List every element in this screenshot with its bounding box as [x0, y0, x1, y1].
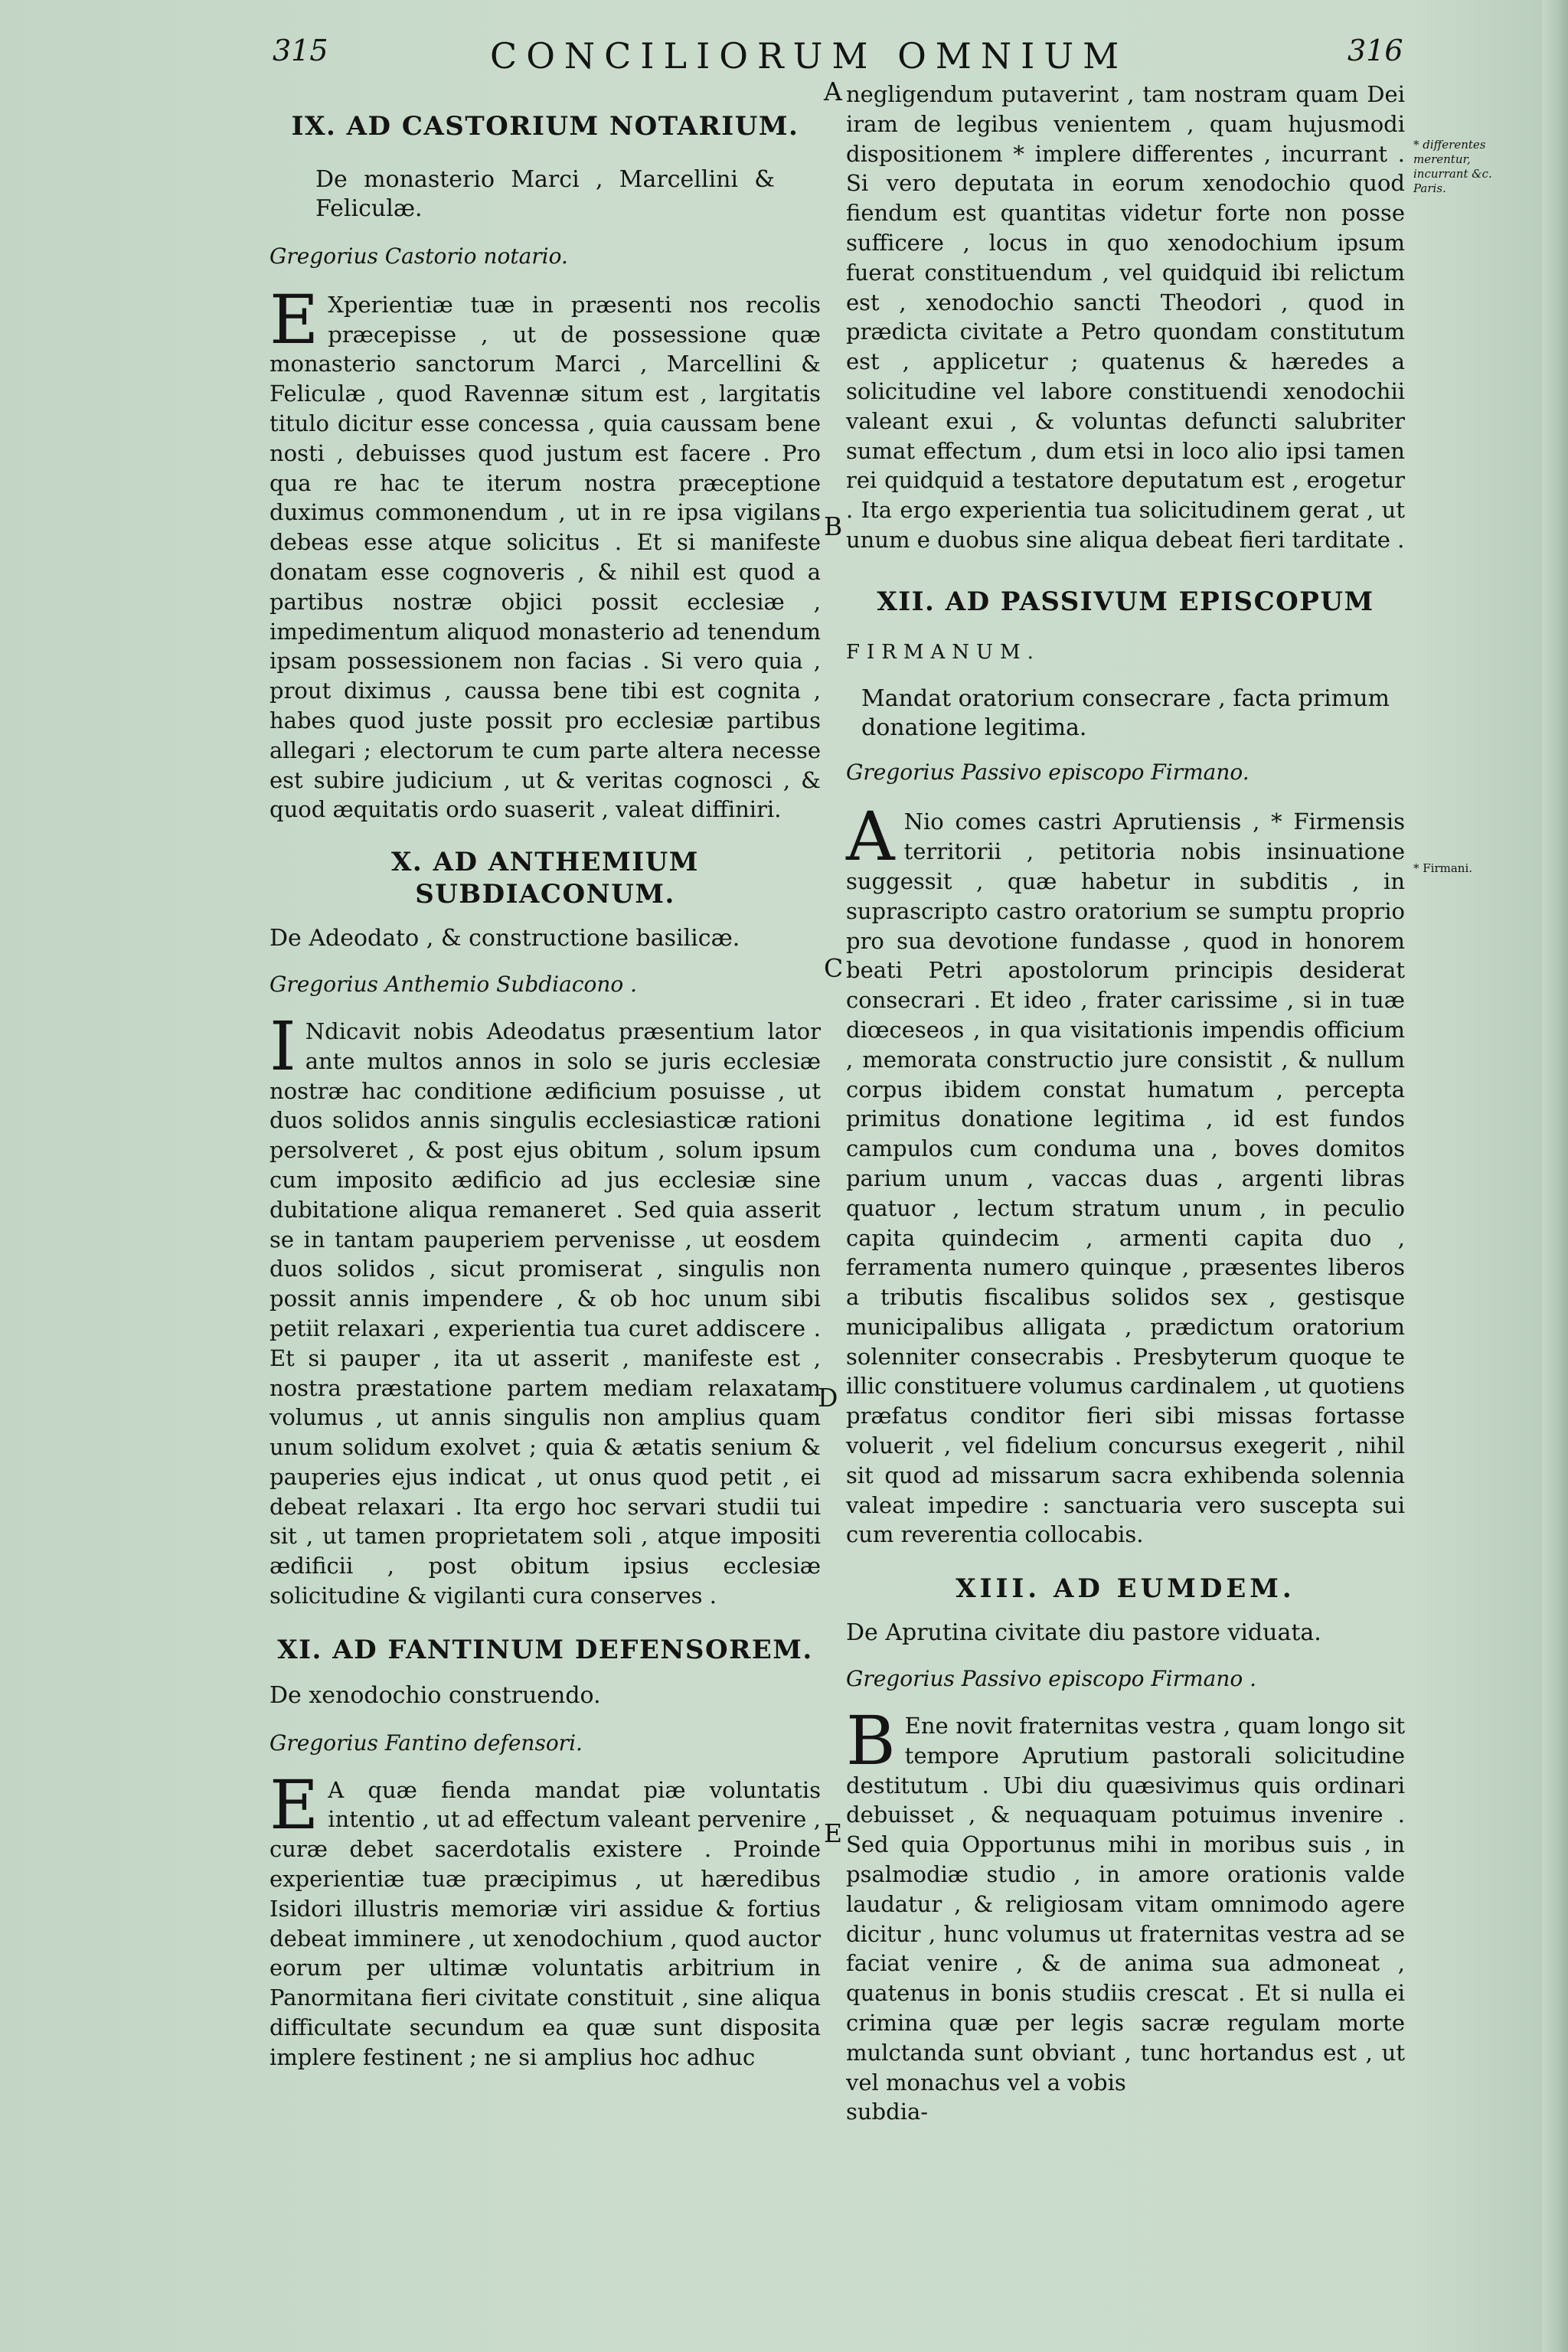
section-subject: De monasterio Marci , Marcellini & Feliculæ.	[315, 166, 775, 222]
drop-cap: B	[846, 1701, 896, 1781]
body-text: Ndicavit nobis Adeodatus præsentium lator ante multos annos in solo se juris ecclesiæ nostræ hac conditione ædificium posuisse , ut duos solidos annis singulis ecclesiasticæ rationi persolveret , & post ejus obitum , solum ipsum cum imposito ædificio ad jus ecclesiæ sine dubitatione aliqua remaneret . Sed quia asserit se in tantam pauperiem pervenisse , ut eosdem duos solidos , sicut promiserat , singulis non possit annis impendere , & ob hoc unum sibi petiit relaxari , experientia tua curet addiscere . Et si pauper , ita ut asserit , manifeste est , nostra præstatione partem mediam relaxatam volumus , ut annis singulis non amplius quam unum solidum exolvet ; quia & ætatis senium & pauperies ejus indicat , ut onus quod petit , ei debeat relaxari . Ita ergo hoc servari studii tui sit , ut tamen proprietatem soli , atque impositi ædificii , post obitum ipsius ecclesiæ solicitudine & vigilanti cura conserves .	[270, 1018, 821, 1609]
section-subject: De Aprutina civitate diu pastore viduata.	[846, 1619, 1321, 1647]
letter-body	[270, 1006, 821, 1611]
drop-cap: A	[846, 797, 895, 877]
body-text: Ene novit fraternitas vestra , quam longo sit tempore Aprutium pastorali solicitudine destitutum . Ubi diu quæsivimus quis ordinari debuisset , & nequaquam potuimus invenire . Sed quia Opportunus mihi in moribus suis , in psalmodiæ studio , in amore orationis valde laudatur , & religiosam vitam omnimodo agere dicitur , hunc volumus ut fraternitas vestra ad se faciat venire , & de anima sua admoneat , quatenus in bonis studiis crescat . Et si nulla ei crimina quæ per legis sacræ regulam morte mulctanda sunt obviant , tunc hortandus est , ut vel monachus vel a vobis	[846, 1713, 1405, 2096]
salutation: Gregorius Passivo episcopo Firmano.	[846, 759, 1250, 785]
body-text: Xperientiæ tuæ in præsenti nos recolis præcepisse , ut de possessione quæ monasterio sanctorum Marci , Marcellini & Feliculæ , quod Ravennæ situm est , largitatis titulo dicitur esse concessa , quia caussam bene nosti , debuisses quod justum est facere . Pro qua re hac te iterum nostra præceptione duximus commonendum , ut in re ipsa vigilans debeas esse atque solicitus . Et si manifeste donatam esse cognoveris , & nihil est quod a partibus nostræ objici possit ecclesiæ , impedimentum aliquod monasterio ad tenendum ipsam possessionem non facias . Si vero quia , prout diximus , caussa bene tibi est cognita , habes quod juste possit pro ecclesiæ partibus allegari ; electorum te cum parte altera necesse est subire judicium , ut & veritas cognosci , & quod æquitatis ordo suaserit , valeat diffiniri.	[270, 291, 821, 823]
section-subject: De Adeodato , & constructione basilicæ.	[270, 925, 740, 952]
section-marker-a: A	[824, 77, 842, 106]
salutation: Gregorius Fantino defensori.	[270, 1730, 583, 1756]
section-title-line2: FIRMANUM.	[846, 640, 1040, 664]
body-text: A quæ fienda mandat piæ voluntatis intentio , ut ad effectum valeant pervenire , curæ debet sacerdotalis existere . Proinde experientiæ tuæ præcipimus , ut hæredibus Isidori illustris memoriæ viri assidue & fortius debeat imminere , ut xenodochium , quod auctor eorum per ultimæ voluntatis arbitrium in Panormitana fieri civitate constituit , sine aliqua difficultate secundum ea quæ sunt disposita implere festinent ; ne si amplius hoc adhuc	[270, 1776, 821, 2070]
drop-cap: E	[270, 279, 319, 359]
letter-body	[846, 797, 1405, 1550]
margin-note-firmani: * Firmani.	[1413, 861, 1473, 875]
section-title: XI. AD FANTINUM DEFENSOREM.	[277, 1634, 813, 1665]
right-column	[846, 81, 1405, 2127]
section-marker-b: B	[824, 511, 843, 541]
section-title: XIII. AD EUMDEM.	[956, 1573, 1295, 1605]
letter-body	[270, 1765, 821, 2073]
letter-x	[270, 846, 821, 1611]
letter-ix	[270, 110, 821, 825]
section-marker-d: D	[818, 1383, 838, 1413]
section-subject: De xenodochio construendo.	[270, 1681, 601, 1709]
margin-note-variant: * differentes merentur, incurrant &c. Paris.	[1413, 138, 1492, 195]
drop-cap: I	[270, 1006, 296, 1086]
section-title: IX. AD CASTORIUM NOTARIUM.	[291, 111, 799, 142]
drop-cap: E	[270, 1765, 319, 1844]
left-column	[270, 107, 821, 2073]
page-number-right: 316	[1348, 34, 1403, 67]
letter-continuation: negligendum putaverint , tam nostram quam Dei iram de legibus venientem , quam hujusmodi dispositionem * implere differentes , incurrant . Si vero deputata in eorum xenodochio quod fiendum est quantitas videtur forte non posse sufficere , locus in quo xenodochium ipsum fuerat constituendum , vel quidquid ibi relictum est , xenodochio sancti Theodori , quod in prædicta civitate a Petro quondam constitutum est , applicetur ; quatenus & hæredes a solicitudine vel labore constituendi xenodochii valeant exui , & voluntas defuncti salubriter sumat effectum , dum etsi in loco alio ipsi tamen rei quidquid a testatore deputatum est , erogetur . Ita ergo experientia tua solicitudinem gerat , ut unum e duobus sine aliqua debeat fieri tarditate .	[846, 81, 1405, 553]
section-marker-c: C	[824, 953, 844, 983]
body-text: Nio comes castri Aprutiensis , * Firmensis territorii , petitoria nobis insinuatione suggessit , quæ habetur in subditis , in suprascripto castro oratorium se sumptu proprio pro sua devotione fundasse , quod in honorem beati Petri apostolorum principis desiderat consecrari . Et ideo , frater carissime , si in tuæ diœceseos , in qua visitationis impendis officium , memorata constructio jure consistit , & nullum corpus ibidem constat humatum , percepta primitus donatione legitima , id est fundos campulos cum conduma una , boves domitos parium unum , vaccas duas , argenti libras quatuor , lectum stratum unum , in peculio capita quindecim , armenti capita duo , ferramenta numero quinque , præsentes liberos a tributis fiscalibus solidos sex , gestisque municipalibus alligata , prædictum oratorium solenniter consecrabis . Presbyterum quoque te illic constituere volumus cardinalem , ut quotiens præfatus conditor fieri sibi missas fortasse voluerit , vel fidelium concursus exegerit , nihil sit quod ad missarum sacra exhibenda solennia valeat impedire : sanctuaria vero suscepta sui cum reverentia collocabis.	[846, 808, 1405, 1548]
salutation: Gregorius Passivo episcopo Firmano .	[846, 1666, 1257, 1692]
page-number-left: 315	[273, 34, 328, 67]
letter-xii	[846, 586, 1405, 1550]
letter-body	[270, 279, 821, 825]
page-edge	[1542, 0, 1568, 2352]
section-title: X. AD ANTHEMIUM SUBDIACONUM.	[391, 847, 699, 910]
catchword: subdia-	[846, 2099, 929, 2125]
section-marker-e: E	[824, 1818, 843, 1848]
salutation: Gregorius Anthemio Subdiacono .	[270, 972, 638, 998]
salutation: Gregorius Castorio notario.	[270, 243, 568, 269]
running-title: CONCILIORUM OMNIUM	[490, 35, 1129, 77]
letter-xi	[270, 1634, 821, 2073]
section-title: XII. AD PASSIVUM EPISCOPUM	[877, 586, 1374, 617]
section-subject: Mandat oratorium consecrare , facta primum donatione legitima.	[861, 684, 1390, 741]
letter-xiii	[846, 1573, 1405, 2127]
letter-body	[846, 1701, 1405, 2097]
